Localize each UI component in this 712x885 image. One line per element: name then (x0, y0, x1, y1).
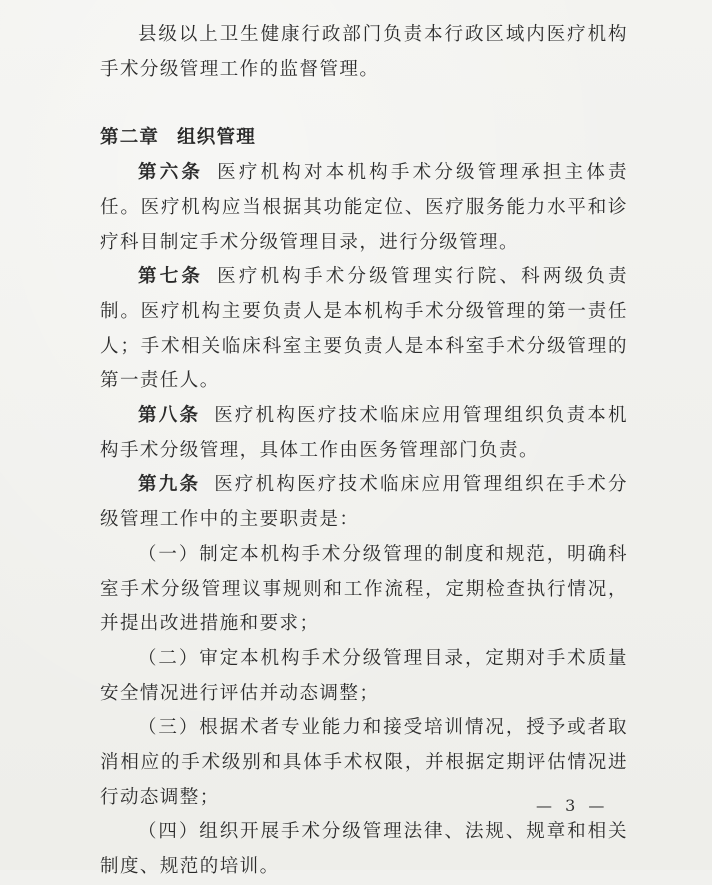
article-6-text: 医疗机构对本机构手术分级管理承担主体责任。医疗机构应当根据其功能定位、医疗服务能力水平和诊疗科目制定手术分级管理目录，进行分级管理。 (100, 162, 628, 253)
chapter-number: 第二章 (100, 127, 160, 149)
article-9-label: 第九条 (138, 474, 201, 496)
page-number: — 3 — (536, 796, 609, 815)
article-8-label: 第八条 (138, 405, 201, 427)
duty-item-4: （四）组织开展手术分级管理法律、法规、规章和相关制度、规范的培训。 (100, 821, 628, 878)
article-9-text: 医疗机构医疗技术临床应用管理组织在手术分级管理工作中的主要职责是： (100, 474, 628, 531)
article-6-label: 第六条 (138, 162, 204, 184)
article-6 (100, 156, 628, 260)
article-8 (100, 399, 628, 468)
article-7-label: 第七条 (138, 266, 204, 288)
intro-paragraph: 县级以上卫生健康行政部门负责本行政区域内医疗机构手术分级管理工作的监督管理。 (100, 24, 628, 80)
document-body (100, 18, 628, 885)
chapter-title: 组织管理 (177, 127, 256, 149)
duty-item-2: （二）审定本机构手术分级管理目录，定期对手术质量安全情况进行评估并动态调整； (100, 647, 628, 704)
article-7-text: 医疗机构手术分级管理实行院、科两级负责制。医疗机构主要负责人是本机构手术分级管理的第一责任人；手术相关临床科室主要负责人是本科室手术分级管理的第一责任人。 (100, 266, 628, 392)
article-8-text: 医疗机构医疗技术临床应用管理组织负责本机构手术分级管理，具体工作由医务管理部门负责。 (100, 405, 628, 461)
article-9 (100, 468, 628, 537)
duty-item-3: （三）根据术者专业能力和接受培训情况，授予或者取消相应的手术级别和具体手术权限，并根据定期评估情况进行动态调整； (100, 717, 628, 808)
duty-item-1: （一）制定本机构手术分级管理的制度和规范，明确科室手术分级管理议事规则和工作流程，定期检查执行情况，并提出改进措施和要求； (100, 543, 628, 635)
article-7 (100, 260, 628, 399)
chapter-heading (100, 121, 628, 156)
